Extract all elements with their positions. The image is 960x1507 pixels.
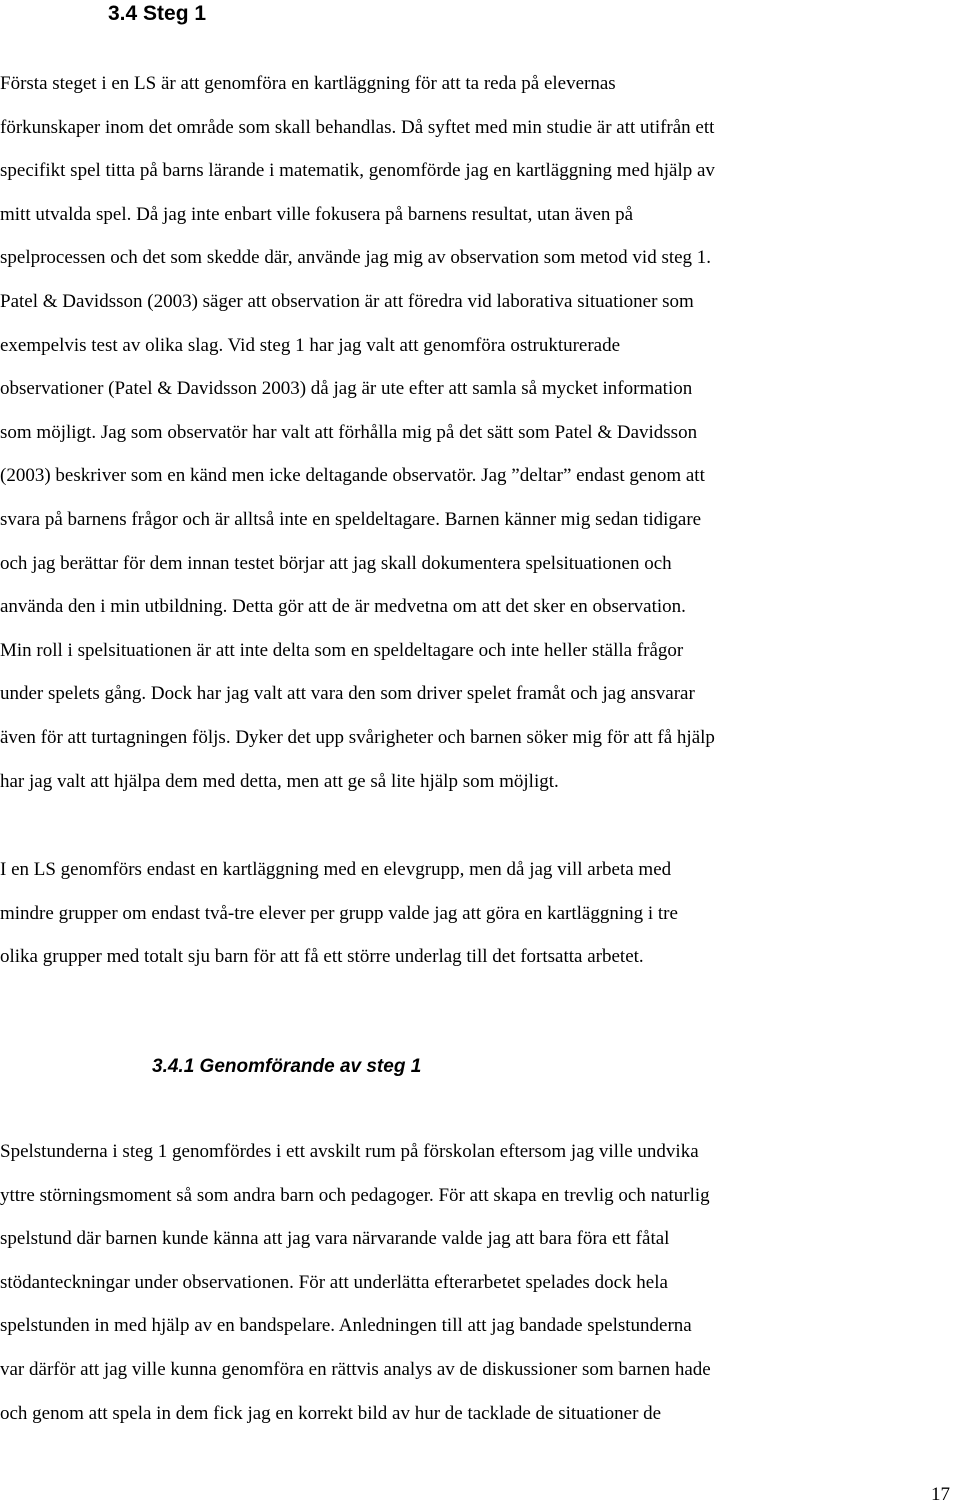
text-line: spelstund där barnen kunde känna att jag vara närvarande valde jag att bara föra ett fåtal <box>0 1228 670 1250</box>
text-line: specifikt spel titta på barns lärande i matematik, genomförde jag en kartläggning med hjälp av <box>0 160 715 182</box>
text-line: mindre grupper om endast två-tre elever per grupp valde jag att göra en kartläggning i tre <box>0 902 678 924</box>
text-line: spelprocessen och det som skedde där, använde jag mig av observation som metod vid steg 1. <box>0 247 712 269</box>
text-line: även för att turtagningen följs. Dyker det upp svårigheter och barnen söker mig för att få hjälp <box>0 726 715 748</box>
text-line: mitt utvalda spel. Då jag inte enbart ville fokusera på barnens resultat, utan även på <box>0 203 634 225</box>
text-line: yttre störningsmoment så som andra barn och pedagoger. För att skapa en trevlig och naturlig <box>0 1184 710 1206</box>
paragraph-group-mapping <box>0 848 678 979</box>
text-line: svara på barnens frågor och är alltså inte en speldeltagare. Barnen känner mig sedan tidigare <box>0 508 702 530</box>
text-line: I en LS genomförs endast en kartläggning med en elevgrupp, men då jag vill arbeta med <box>0 859 672 880</box>
text-line: och genom att spela in dem fick jag en korrekt bild av hur de tacklade de situationer de <box>0 1402 662 1424</box>
text-line: har jag valt att hjälpa dem med detta, men att ge så lite hjälp som möjligt. <box>0 770 559 792</box>
text-line: (2003) beskriver som en känd men icke deltagande observatör. Jag ”deltar” endast genom att <box>0 465 705 487</box>
page-number: 17 <box>931 1484 950 1505</box>
section-heading: 3.4 Steg 1 <box>108 2 207 25</box>
text-line: och jag berättar för dem innan testet börjar att jag skall dokumentera spelsituationen och <box>0 552 672 574</box>
text-line: Första steget i en LS är att genomföra en kartläggning för att ta reda på elevernas <box>0 73 616 94</box>
text-line: använda den i min utbildning. Detta gör att de är medvetna om att det sker en observation. <box>0 596 686 618</box>
text-line: spelstunden in med hjälp av en bandspelare. Anledningen till att jag bandade spelstunderna <box>0 1315 692 1337</box>
paragraph-implementation <box>0 1130 711 1435</box>
text-line: exempelvis test av olika slag. Vid steg 1 har jag valt att genomföra ostrukturerade <box>0 334 621 356</box>
text-line: var därför att jag ville kunna genomföra en rättvis analys av de diskussioner som barnen hade <box>0 1358 711 1380</box>
text-line: Patel & Davidsson (2003) säger att observation är att föredra vid laborativa situationer som <box>0 290 694 312</box>
paragraph-observation-method <box>0 62 715 803</box>
text-line: stödanteckningar under observationen. För att underlätta efterarbetet spelades dock hela <box>0 1271 668 1293</box>
text-line: Spelstunderna i steg 1 genomfördes i ett avskilt rum på förskolan eftersom jag ville undvika <box>0 1141 699 1162</box>
text-line: som möjligt. Jag som observatör har valt att förhålla mig på det sätt som Patel & Davidsson <box>0 421 698 443</box>
text-line: förkunskaper inom det område som skall behandlas. Då syftet med min studie är att utifrån ett <box>0 116 715 138</box>
text-line: olika grupper med totalt sju barn för att få ett större underlag till det fortsatta arbetet. <box>0 946 644 968</box>
text-line: Min roll i spelsituationen är att inte delta som en speldeltagare och inte heller ställa frågor <box>0 639 684 661</box>
text-line: observationer (Patel & Davidsson 2003) då jag är ute efter att samla så mycket information <box>0 378 693 400</box>
text-line: under spelets gång. Dock har jag valt att vara den som driver spelet framåt och jag ansvarar <box>0 683 695 705</box>
subsection-heading: 3.4.1 Genomförande av steg 1 <box>152 1056 422 1077</box>
